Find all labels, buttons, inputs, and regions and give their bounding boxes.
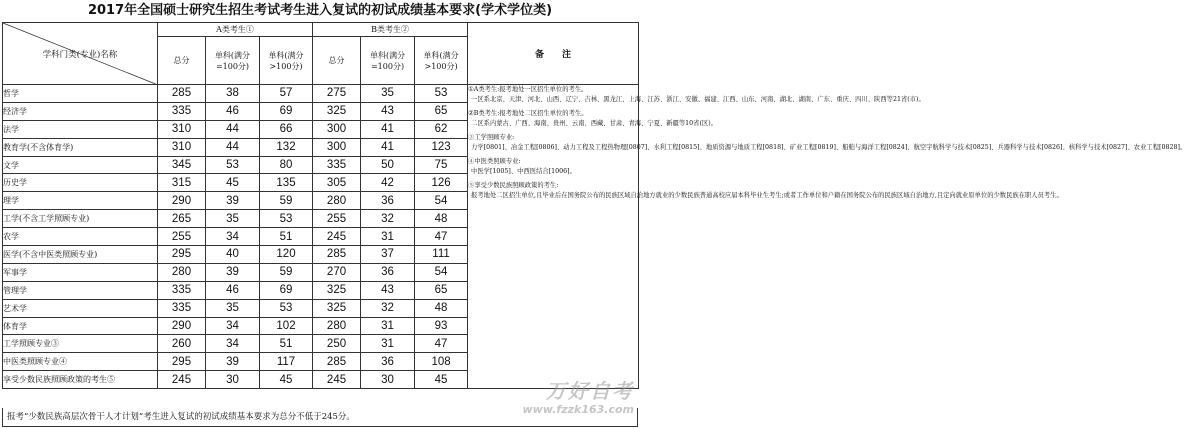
subject-name: 历史学: [3, 174, 158, 192]
a-total-cell: 265: [158, 210, 206, 228]
b-single100-cell: 32: [361, 299, 415, 317]
group-a-header: A类考生①: [158, 23, 313, 37]
subject-name: 享受少数民族照顾政策的考生⑤: [3, 371, 158, 389]
b-total-cell: 255: [313, 210, 361, 228]
b-total-cell: 285: [313, 353, 361, 371]
b-over100-cell: 53: [415, 85, 468, 103]
b-over100-cell: 45: [415, 371, 468, 389]
a-single100-cell: 53: [206, 156, 260, 174]
note-heading: ②B类考生:报考地处二区招生单位的考生。: [468, 110, 588, 117]
note-body: 中医学[1005]、中西医结合[1006]。: [471, 168, 576, 175]
b-single100-cell: 35: [361, 85, 415, 103]
notes-cell: [468, 85, 1186, 389]
a-over100-cell: 59: [260, 263, 313, 281]
subject-name: 工学照顾专业③: [3, 335, 158, 353]
b-total-cell: 270: [313, 263, 361, 281]
a-total-cell: 290: [158, 317, 206, 335]
notes-header: 备 注: [468, 23, 639, 85]
a-single100-cell: 35: [206, 299, 260, 317]
b-over100-cell: 126: [415, 174, 468, 192]
a-over100-cell: 117: [260, 353, 313, 371]
b-total-cell: 275: [313, 85, 361, 103]
b-total-cell: 285: [313, 246, 361, 264]
note-heading: ①A类考生:报考地处一区招生单位的考生。: [468, 86, 588, 93]
a-total-cell: 335: [158, 281, 206, 299]
subject-name: 文学: [3, 156, 158, 174]
a-single100-cell: 44: [206, 138, 260, 156]
subject-name: 哲学: [3, 85, 158, 103]
b-over100-cell: 75: [415, 156, 468, 174]
b-over100-cell: 48: [415, 299, 468, 317]
a-over100-cell: 69: [260, 281, 313, 299]
a-over100-cell: 57: [260, 85, 313, 103]
b-single-over100-header: 单科(满分>100分): [415, 37, 468, 85]
a-total-cell: 335: [158, 299, 206, 317]
group-b-header: B类考生②: [313, 23, 468, 37]
subject-name: 农学: [3, 228, 158, 246]
a-total-cell: 315: [158, 174, 206, 192]
b-single100-cell: 37: [361, 246, 415, 264]
a-single100-cell: 39: [206, 192, 260, 210]
a-single100-cell: 34: [206, 317, 260, 335]
a-single100-cell: 39: [206, 353, 260, 371]
b-single100-header: 单科(满分=100分): [361, 37, 415, 85]
b-single100-cell: 43: [361, 102, 415, 120]
note-body: 力学[0801]、冶金工程[0806]、动力工程及工程热物理[0807]、水利工程[0815]、地质资源与地质工程[0818]、矿业工程[0819]、船舶与海洋工程[0824]、航空宇航科学与技术[0825]、兵器科学与技术[0826]、核科学与技术[0827]、农业工程[0828]。: [471, 144, 1186, 151]
subject-name: 军事学: [3, 263, 158, 281]
note-body: 二区系内蒙古、广西、海南、贵州、云南、西藏、甘肃、青海、宁夏、新疆等10省(区)。: [471, 120, 717, 127]
a-single100-cell: 39: [206, 263, 260, 281]
note-heading: ⑤享受少数民族照顾政策的考生:: [468, 182, 559, 189]
b-single100-cell: 43: [361, 281, 415, 299]
a-over100-cell: 59: [260, 192, 313, 210]
b-over100-cell: 48: [415, 210, 468, 228]
subject-name: 经济学: [3, 102, 158, 120]
score-table: [2, 22, 1186, 389]
b-over100-cell: 108: [415, 353, 468, 371]
a-single100-cell: 34: [206, 335, 260, 353]
b-total-cell: 280: [313, 192, 361, 210]
b-single100-cell: 50: [361, 156, 415, 174]
subject-name: 工学(不含工学照顾专业): [3, 210, 158, 228]
a-single100-cell: 46: [206, 102, 260, 120]
watermark: [516, 379, 634, 423]
b-single100-cell: 31: [361, 335, 415, 353]
note-heading: ③工学照顾专业:: [468, 134, 515, 141]
a-single100-header: 单科(满分=100分): [206, 37, 260, 85]
b-single100-cell: 41: [361, 138, 415, 156]
subject-name: 中医类照顾专业④: [3, 353, 158, 371]
a-over100-cell: 132: [260, 138, 313, 156]
b-single100-cell: 36: [361, 263, 415, 281]
a-total-cell: 335: [158, 102, 206, 120]
b-over100-cell: 123: [415, 138, 468, 156]
b-single100-cell: 36: [361, 353, 415, 371]
watermark-url: www.fzzk163.com: [522, 403, 634, 416]
a-total-header: 总分: [158, 37, 206, 85]
table-row: [3, 85, 639, 103]
a-total-cell: 255: [158, 228, 206, 246]
page-title: 2017年全国硕士研究生招生考试考生进入复试的初试成绩基本要求(学术学位类): [87, 3, 553, 18]
b-total-cell: 335: [313, 156, 361, 174]
a-single100-cell: 30: [206, 371, 260, 389]
b-total-cell: 250: [313, 335, 361, 353]
a-over100-cell: 102: [260, 317, 313, 335]
b-single100-cell: 31: [361, 228, 415, 246]
a-over100-cell: 66: [260, 120, 313, 138]
b-total-cell: 325: [313, 102, 361, 120]
a-total-cell: 280: [158, 263, 206, 281]
a-total-cell: 310: [158, 138, 206, 156]
b-total-cell: 325: [313, 281, 361, 299]
a-single100-cell: 34: [206, 228, 260, 246]
b-total-cell: 305: [313, 174, 361, 192]
b-total-cell: 300: [313, 120, 361, 138]
a-over100-cell: 51: [260, 228, 313, 246]
a-single100-cell: 40: [206, 246, 260, 264]
a-single100-cell: 35: [206, 210, 260, 228]
subject-name: 医学(不含中医类照顾专业): [3, 246, 158, 264]
a-total-cell: 310: [158, 120, 206, 138]
note-body: 一区系北京、天津、河北、山西、辽宁、吉林、黑龙江、上海、江苏、浙江、安徽、福建、江西、山东、河南、湖北、湖南、广东、重庆、四川、陕西等21省(市)。: [471, 96, 925, 103]
b-single100-cell: 41: [361, 120, 415, 138]
a-total-cell: 245: [158, 371, 206, 389]
a-total-cell: 290: [158, 192, 206, 210]
subject-column-header: [3, 23, 158, 85]
b-single100-cell: 36: [361, 192, 415, 210]
subject-name: 艺术学: [3, 299, 158, 317]
b-single100-cell: 30: [361, 371, 415, 389]
a-over100-cell: 45: [260, 371, 313, 389]
footer-note: 报考“少数民族高层次骨干人才计划”考生进入复试的初试成绩基本要求为总分不低于245分。: [2, 408, 638, 427]
b-over100-cell: 47: [415, 228, 468, 246]
note-heading: ④中医类照顾专业:: [468, 158, 521, 165]
a-single-over100-header: 单科(满分>100分): [260, 37, 313, 85]
b-over100-cell: 47: [415, 335, 468, 353]
a-over100-cell: 80: [260, 156, 313, 174]
a-total-cell: 260: [158, 335, 206, 353]
subject-name: 管理学: [3, 281, 158, 299]
b-over100-cell: 111: [415, 246, 468, 264]
b-total-cell: 325: [313, 299, 361, 317]
a-total-cell: 295: [158, 353, 206, 371]
watermark-brand: 万好自考: [546, 379, 634, 403]
a-over100-cell: 51: [260, 335, 313, 353]
score-rows: [3, 85, 1186, 389]
b-over100-cell: 54: [415, 192, 468, 210]
a-single100-cell: 38: [206, 85, 260, 103]
note-item: [468, 109, 717, 129]
subject-name: 理学: [3, 192, 158, 210]
a-over100-cell: 53: [260, 299, 313, 317]
a-total-cell: 345: [158, 156, 206, 174]
subject-header-label: 学科门类(专业)名称: [42, 49, 118, 60]
b-total-cell: 300: [313, 138, 361, 156]
b-over100-cell: 54: [415, 263, 468, 281]
b-total-cell: 280: [313, 317, 361, 335]
note-item: [468, 181, 1063, 201]
subject-name: 法学: [3, 120, 158, 138]
note-item: [468, 133, 1186, 153]
b-single100-cell: 31: [361, 317, 415, 335]
a-single100-cell: 44: [206, 120, 260, 138]
a-total-cell: 285: [158, 85, 206, 103]
b-total-cell: 245: [313, 371, 361, 389]
b-over100-cell: 62: [415, 120, 468, 138]
a-over100-cell: 120: [260, 246, 313, 264]
subject-name: 体育学: [3, 317, 158, 335]
b-over100-cell: 65: [415, 281, 468, 299]
a-single100-cell: 45: [206, 174, 260, 192]
b-single100-cell: 42: [361, 174, 415, 192]
b-total-cell: 245: [313, 228, 361, 246]
a-over100-cell: 53: [260, 210, 313, 228]
a-single100-cell: 46: [206, 281, 260, 299]
note-body: 报考地处二区招生单位,且毕业后在国务院公布的民族区域自治地方就业的少数民族普通高校应届本科毕业生考生;或者工作单位和户籍在国务院公布的民族区域自治地方,且定向就业原单位的少数民族在职人员考生。: [471, 192, 1063, 199]
a-total-cell: 295: [158, 246, 206, 264]
note-item: [468, 85, 925, 105]
b-over100-cell: 65: [415, 102, 468, 120]
b-over100-cell: 93: [415, 317, 468, 335]
a-over100-cell: 135: [260, 174, 313, 192]
b-single100-cell: 32: [361, 210, 415, 228]
subject-name: 教育学(不含体育学): [3, 138, 158, 156]
b-total-header: 总分: [313, 37, 361, 85]
a-over100-cell: 69: [260, 102, 313, 120]
note-item: [468, 157, 638, 177]
